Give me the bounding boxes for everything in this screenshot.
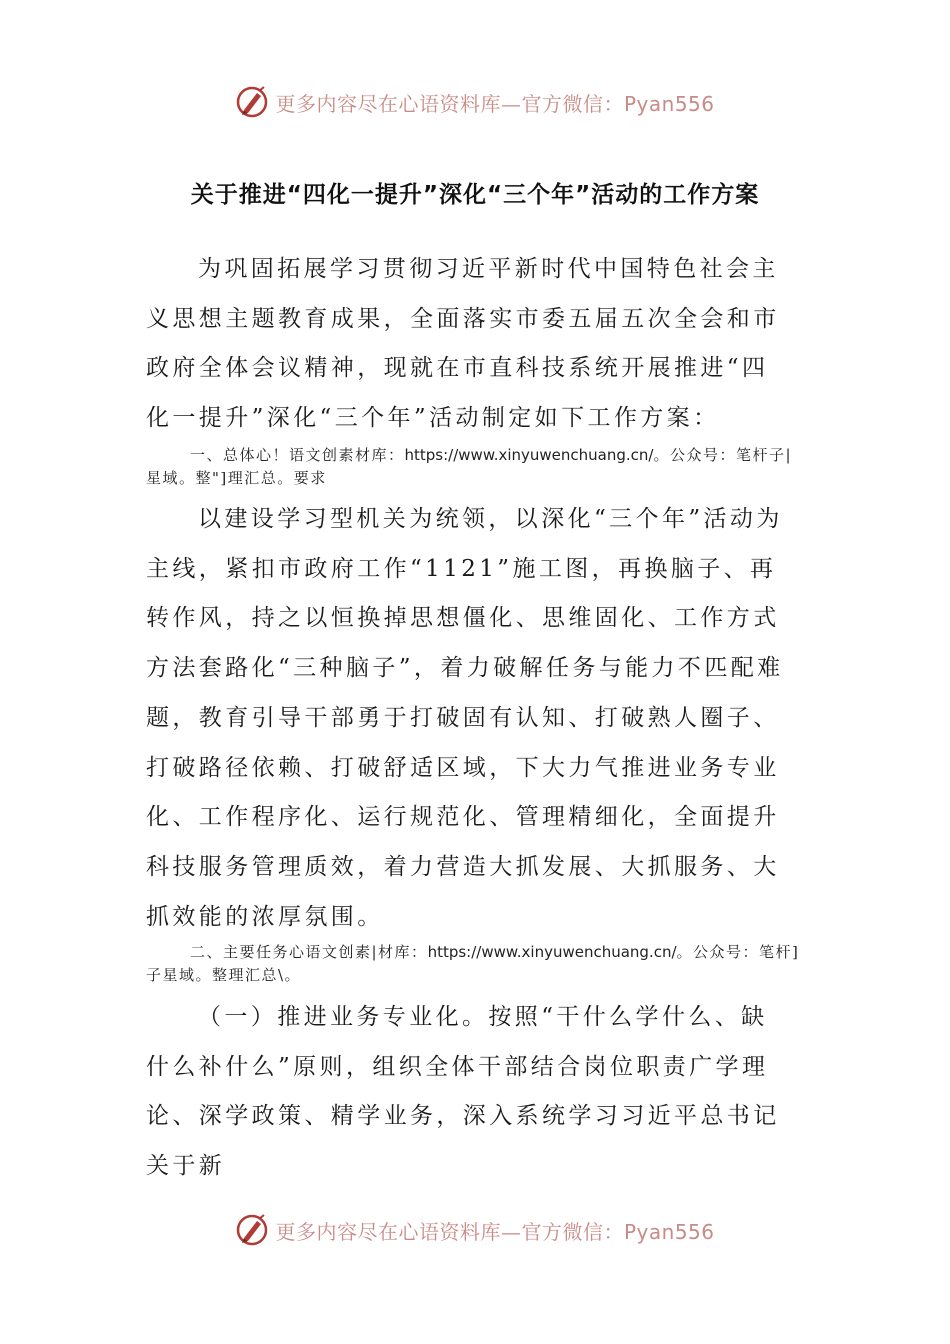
section1-heading: 一、总体心！语文创素材库：https://www.xinyuwenchuang.cn/。公众号：笔杆子|星域。整"]理汇总。要求	[146, 446, 793, 487]
section2-url: https://www.xinyuwenchuang.cn/	[427, 943, 677, 961]
wechat-id: Pyan556	[623, 91, 715, 116]
banner-text: 更多内容尽在心语资料库—官方微信：Pyan556	[275, 91, 715, 116]
footer-banner	[0, 1210, 950, 1250]
section2-heading: 二、主要任务心语文创素|材库：https://www.xinyuwenchuang.cn/。公众号：笔杆]子星域。整理汇总\。	[146, 943, 800, 984]
section1-url: https://www.xinyuwenchuang.cn/	[404, 446, 654, 464]
section1-paragraph: 以建设学习型机关为统领，以深化“三个年”活动为主线，紧扣市政府工作“1121”施工图，再换脑子、再转作风，持之以恒换掉思想僵化、思维固化、工作方式方法套路化“三种脑子”，着力破解任务与能力不匹配难题，教育引导干部勇于打破固有认知、打破熟人圈子、打破路径依赖、打破舒适区域，下大力气推进业务专业化、工作程序化、运行规范化、管理精细化，全面提升科技服务管理质效，着力营造大抓发展、大抓服务、大抓效能的浓厚氛围。	[146, 506, 784, 930]
pen-logo-icon	[235, 85, 269, 119]
intro-paragraph: 为巩固拓展学习贯彻习近平新时代中国特色社会主义思想主题教育成果，全面落实市委五届五次全会和市政府全体会议精神，现就在市直科技系统开展推进“四化一提升”深化“三个年”活动制定如下工作方案：	[146, 256, 780, 432]
pen-logo-icon	[235, 1213, 269, 1247]
header-banner	[0, 82, 950, 122]
item1-paragraph: （一）推进业务专业化。按照“干什么学什么、缺什么补什么”原则，组织全体干部结合岗位职责广学理论、深学政策、精学业务，深入系统学习习近平总书记关于新	[146, 1004, 780, 1180]
banner-text: 更多内容尽在心语资料库—官方微信：Pyan556	[275, 1219, 715, 1244]
page-title: 关于推进“四化一提升”深化“三个年”活动的工作方案	[190, 182, 760, 208]
wechat-id: Pyan556	[623, 1219, 715, 1244]
